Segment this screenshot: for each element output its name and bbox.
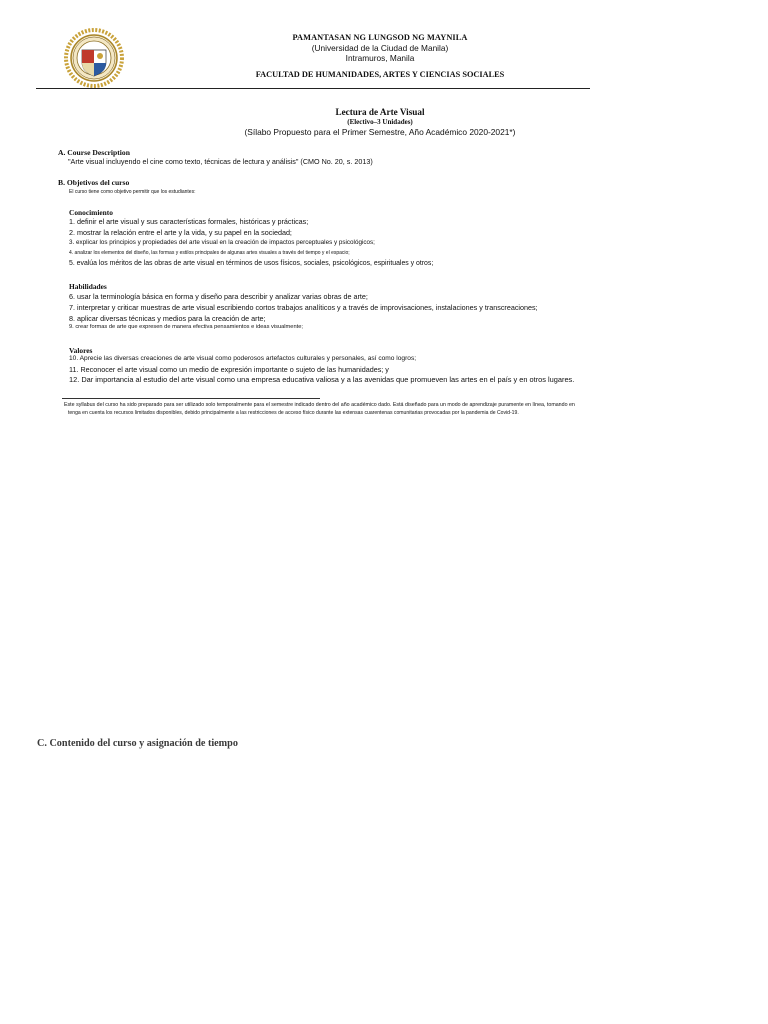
section-b-heading: B. Objetivos del curso (58, 178, 130, 187)
university-name: PAMANTASAN NG LUNGSOD NG MAYNILA (292, 33, 468, 42)
objective-item: 2. mostrar la relación entre el arte y la vida, y su papel en la sociedad; (69, 228, 292, 237)
objective-item: 3. explicar los principios y propiedades del arte visual en la creación de impactos perceptuales y psicológicos; (69, 239, 375, 246)
footnote-divider (62, 398, 320, 399)
section-c-heading: C. Contenido del curso y asignación de tiempo (37, 738, 238, 749)
skills-heading: Habilidades (69, 282, 107, 291)
values-heading: Valores (69, 346, 93, 355)
footnote-text: Este syllabus del curso ha sido preparado para ser utilizado solo temporalmente para el semestre indicado dentro del año académico dado. Está diseñado para un modo de aprendizaje puramente en línea, tomando en (64, 402, 575, 408)
objective-item: 9. crear formas de arte que expresen de manera efectiva pensamientos e ideas visualmente; (69, 324, 303, 330)
university-seal-icon (62, 28, 126, 88)
objective-item: 5. evalúa los méritos de las obras de arte visual en términos de usos físicos, sociales, psicológicos, espirituales y otros; (69, 260, 434, 267)
objective-item: 10. Aprecie las diversas creaciones de arte visual como poderosos artefactos culturales y personales, así como logros; (69, 355, 417, 362)
document-semester: (Sílabo Propuesto para el Primer Semestre, Año Académico 2020-2021*) (244, 127, 516, 137)
objective-item: 7. interpretar y criticar muestras de arte visual escribiendo cortos trabajos analíticos y a través de improvisaciones, instalaciones y transcreaciones; (69, 303, 538, 312)
course-description-text: "Arte visual incluyendo el cine como texto, técnicas de lectura y análisis" (CMO No. 20, s. 2013) (68, 157, 373, 166)
objective-item: 1. definir el arte visual y sus características formales, históricas y prácticas; (69, 217, 309, 226)
section-a-heading: A. Course Description (58, 148, 130, 157)
objective-item: 4. analizar los elementos del diseño, las formas y estilos principales de algunas artes visuales a través del tiempo y el espacio; (69, 250, 350, 256)
objective-item: 6. usar la terminología básica en forma y diseño para describir y analizar varias obras de arte; (69, 292, 368, 301)
faculty-name: FACULTAD DE HUMANIDADES, ARTES Y CIENCIAS SOCIALES (255, 70, 505, 79)
objective-item: 8. aplicar diversas técnicas y medios para la creación de arte; (69, 314, 266, 323)
objectives-intro: El curso tiene como objetivo permitir que los estudiantes: (69, 189, 196, 195)
footnote-text-continued: tenga en cuenta los recursos limitados disponibles, debido principalmente a las restricciones de acceso físico durante las extensas cuarentenas comunitarias provocadas por la pandemia de Covid-19. (68, 410, 519, 416)
document-units: (Electivo–3 Unidades) (347, 118, 413, 126)
university-name-spanish: (Universidad de la Ciudad de Manila) (311, 43, 449, 53)
document-title: Lectura de Arte Visual (335, 107, 425, 117)
university-location: Intramuros, Manila (345, 53, 415, 63)
objective-item: 11. Reconocer el arte visual como un medio de expresión importante o sujeto de las humanidades; y (69, 365, 389, 374)
objective-item: 12. Dar importancia al estudio del arte visual como una empresa educativa valiosa y a las avenidas que promueven las artes en el país y en otros lugares. (69, 375, 575, 384)
knowledge-heading: Conocimiento (69, 208, 113, 217)
header-divider (36, 88, 590, 89)
